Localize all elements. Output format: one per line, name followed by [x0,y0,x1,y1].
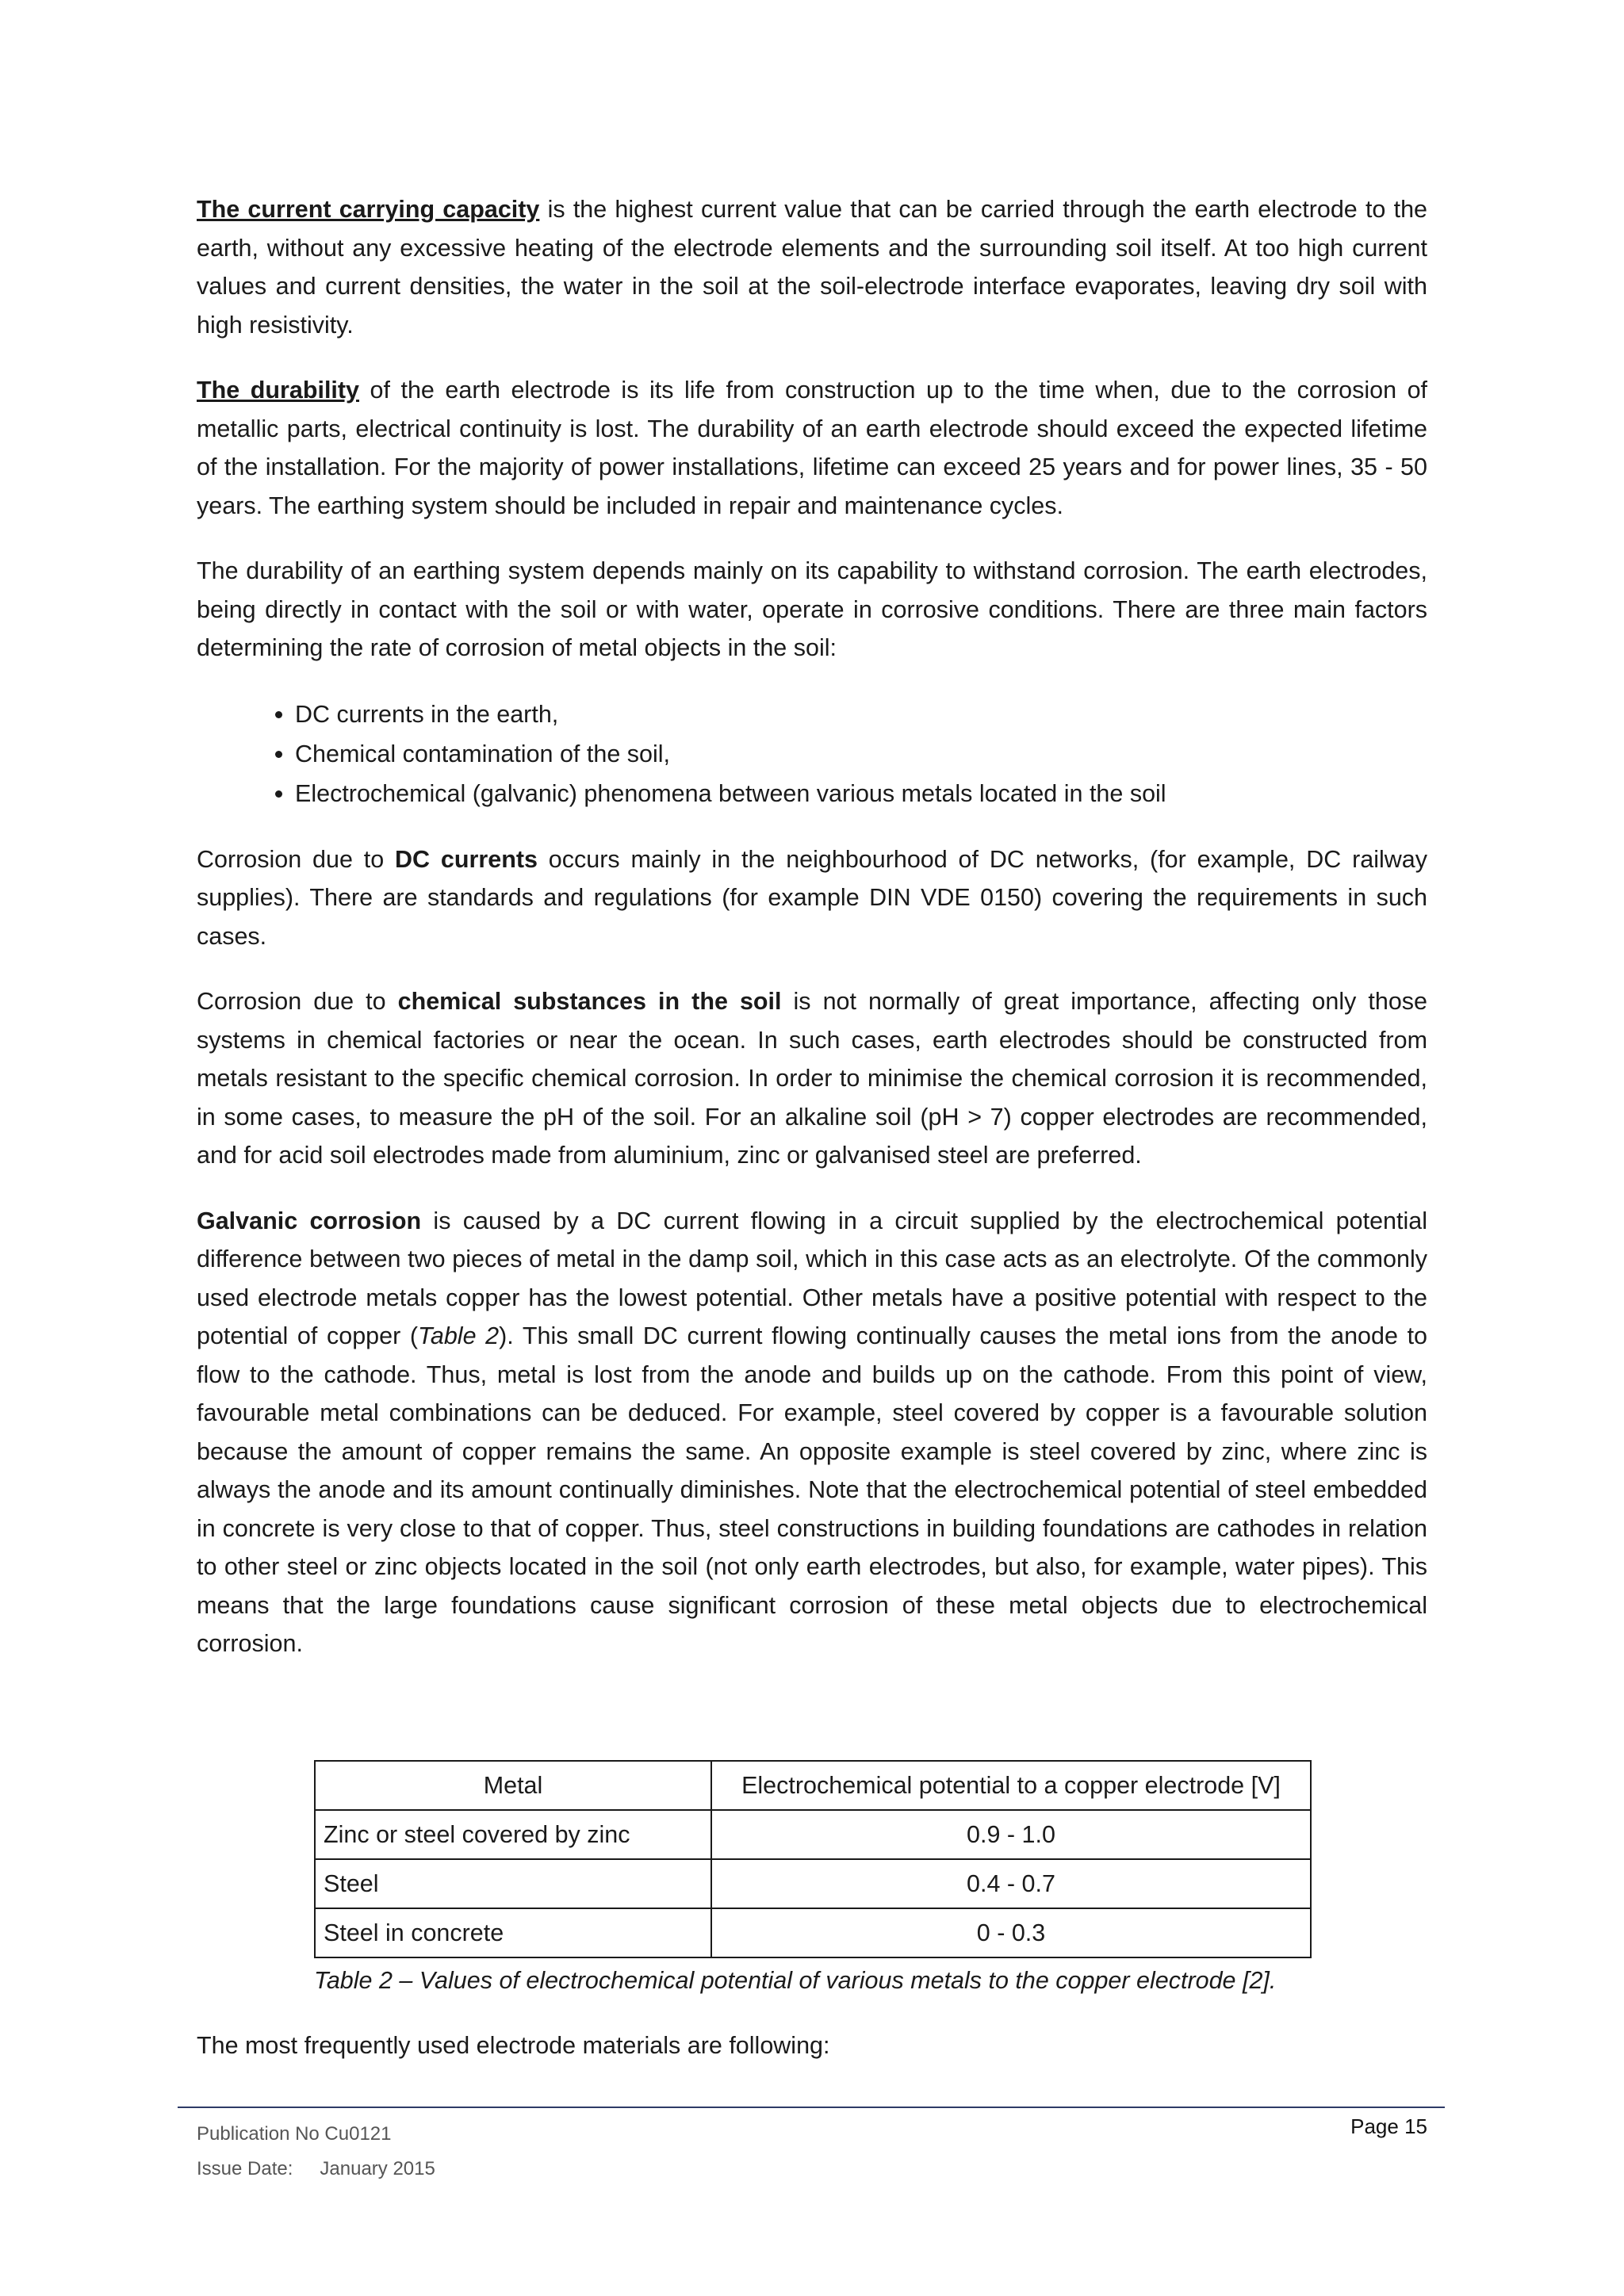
paragraph-dc-currents [197,840,1427,956]
table-header-row [315,1761,1311,1810]
closing-line: The most frequently used electrode materials are following: [197,2032,830,2059]
paragraph-earthing-durability: The durability of an earthing system depends mainly on its capability to withstand corrosion. The earth electrodes, being directly in contact with the soil or with water, operate in corrosive conditions. There are three main factors determining the rate of corrosion of metal objects in the soil: [197,557,1427,661]
text-span: Corrosion due to [197,988,398,1015]
header-metal: Metal [315,1761,711,1810]
term-galvanic-corrosion: Galvanic corrosion [197,1207,422,1234]
cell-potential: 0.4 - 0.7 [711,1859,1311,1908]
body-text [197,190,1427,1690]
cell-potential: 0 - 0.3 [711,1908,1311,1957]
table-row [315,1859,1311,1908]
term-current-carrying-capacity: The current carrying capacity [197,196,540,223]
text-span: occurs mainly in the neighbourhood of DC networks, (for example, DC railway supplies). There are standards and regulations (for example DIN VDE 0150) covering the requirements in such cases. [197,845,1428,950]
header-potential: Electrochemical potential to a copper electrode [V] [711,1761,1311,1810]
paragraph-galvanic-corrosion [197,1202,1427,1663]
text-span: Corrosion due to [197,845,396,873]
cell-metal: Steel [315,1859,711,1908]
paragraph-text: is the highest current value that can be carried through the earth electrode to the earth, without any excessive heating of the electrode elements and the surrounding soil itself. At too high current values and current densities, the water in the soil at the soil-electrode interface evaporates, leaving dry soil with high resistivity. [197,196,1427,339]
issue-date-value: January 2015 [320,2158,435,2179]
term-durability: The durability [197,377,360,404]
potential-table-container [314,1760,1312,1999]
footer-publication-info [197,2117,435,2187]
list-item: • DC currents in the earth, [295,695,1427,734]
table-reference: Table 2 [418,1322,500,1349]
publication-number: Publication No Cu0121 [197,2123,392,2145]
paragraph-text: of the earth electrode is its life from construction up to the time when, due to the corrosion of metallic parts, electrical continuity is lost. The durability of an earth electrode should exceed the expected lifetime of the installation. For the majority of power installations, lifetime can exceed 25 years and for power lines, 35 - 50 years. The earthing system should be included in repair and maintenance cycles. [197,377,1428,519]
table-caption: Table 2 – Values of electrochemical potential of various metals to the copper electrode [2]. [314,1967,1277,1994]
paragraph-current-carrying-capacity [197,190,1427,344]
table-row [315,1908,1311,1957]
page-number: Page 15 [1350,2114,1427,2138]
term-chemical-substances: chemical substances in the soil [397,988,782,1015]
text-span: is caused by a DC current flowing in a circuit supplied by the electrochemical potential difference between two pieces of metal in the damp soil, which in this case acts as an electrolyte. Of the commonly used electrode metals copper has the lowest potential. Other metals have a positive potential with respect to the potential of copper ( [197,1207,1427,1349]
issue-date [197,2152,435,2187]
electrochemical-potential-table [314,1760,1312,1958]
corrosion-factors-list [197,695,1427,813]
paragraph-chemical-substances [197,982,1427,1175]
cell-metal: Zinc or steel covered by zinc [315,1810,711,1859]
text-span: ). This small DC current flowing continually causes the metal ions from the anode to flow to the cathode. Thus, metal is lost from the anode and builds up on the cathode. From this point of view, favourable metal combinations can be deduced. For example, steel covered by copper is a favourable solution because the amount of copper remains the same. An opposite example is steel covered by zinc, where zinc is always the anode and its amount continually diminishes. Note that the electrochemical potential of steel embedded in concrete is very close to that of copper. Thus, steel constructions in building foundations are cathodes in relation to other steel or zinc objects located in the soil (not only earth electrodes, but also, for example, water pipes). This means that the large foundations cause significant corrosion of these metal objects due to electrochemical corrosion. [197,1322,1428,1657]
cell-potential: 0.9 - 1.0 [711,1810,1311,1859]
paragraph-durability [197,371,1427,525]
issue-date-label: Issue Date: [197,2158,293,2179]
term-dc-currents: DC currents [395,845,538,873]
text-span: is not normally of great importance, affecting only those systems in chemical factories or near the ocean. In such cases, earth electrodes should be constructed from metals resistant to the specific chemical corrosion. In order to minimise the chemical corrosion it is recommended, in some cases, to measure the pH of the soil. For an alkaline soil (pH > 7) copper electrodes are recommended, and for acid soil electrodes made from aluminium, zinc or galvanised steel are preferred. [197,988,1428,1169]
footer-divider [178,2107,1445,2108]
list-item: • Chemical contamination of the soil, [295,734,1427,774]
cell-metal: Steel in concrete [315,1908,711,1957]
table-row [315,1810,1311,1859]
list-item: • Electrochemical (galvanic) phenomena between various metals located in the soil [295,774,1427,813]
